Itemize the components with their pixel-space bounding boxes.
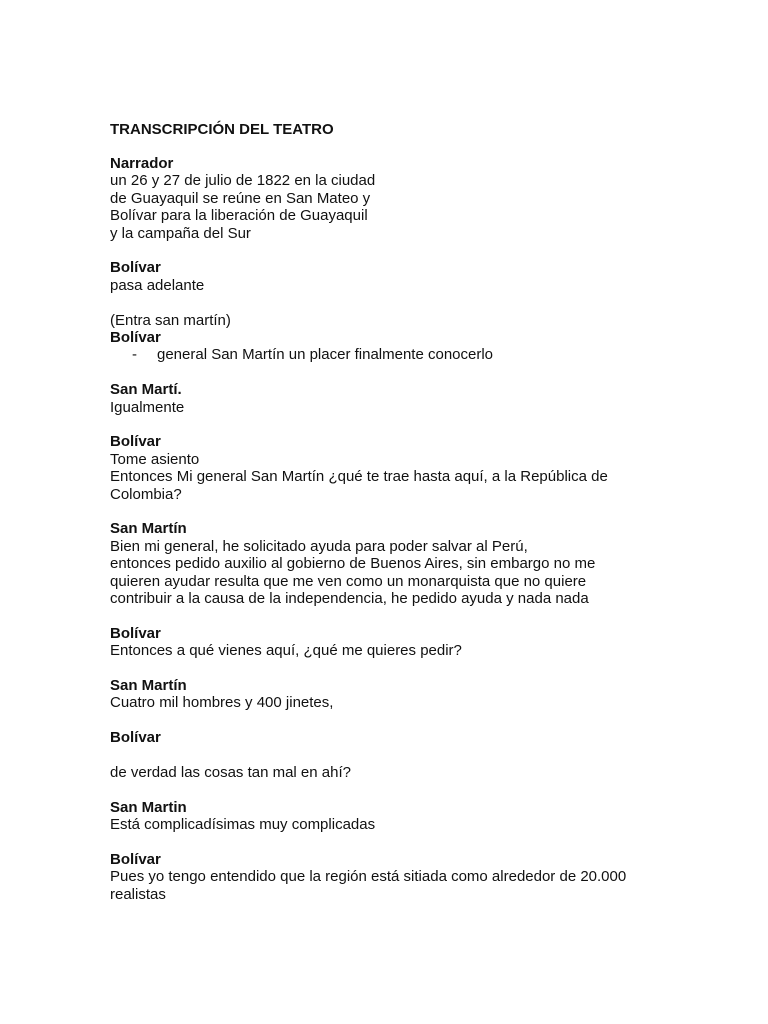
dialogue-line: de verdad las cosas tan mal en ahí? <box>110 764 351 782</box>
speaker-name: Bolívar <box>110 329 161 347</box>
dialogue-block <box>110 851 670 903</box>
dialogue-block <box>110 433 670 503</box>
dialogue-block-narrador <box>110 155 670 242</box>
stage-direction: (Entra san martín) <box>110 311 231 329</box>
speaker-name: Bolívar <box>110 433 161 451</box>
blank-line <box>110 747 670 764</box>
speaker-name: Bolívar <box>110 851 161 869</box>
dialogue-line: Pues yo tengo entendido que la región está sitiada como alrededor de 20.000 <box>110 868 627 886</box>
speaker-name: San Martí. <box>110 381 182 399</box>
speaker-name: Bolívar <box>110 259 161 277</box>
speaker-name: San Martín <box>110 520 187 538</box>
dialogue-block <box>110 520 670 607</box>
dialogue-block <box>110 381 670 416</box>
dialogue-line: un 26 y 27 de julio de 1822 en la ciudad <box>110 172 376 190</box>
dialogue-line: Entonces a qué vienes aquí, ¿qué me quieres pedir? <box>110 642 462 660</box>
dialogue-line: pasa adelante <box>110 276 205 294</box>
dialogue-block <box>110 799 670 834</box>
dialogue-line: Bolívar para la liberación de Guayaquil <box>110 207 368 225</box>
dialogue-line: realistas <box>110 885 166 903</box>
dialogue-block <box>110 729 670 781</box>
dialogue-line: Tome asiento <box>110 450 200 468</box>
dialogue-line: contribuir a la causa de la independencia, he pedido ayuda y nada nada <box>110 590 589 608</box>
speaker-name: Bolívar <box>110 729 161 747</box>
dialogue-block <box>110 312 670 364</box>
dialogue-line: de Guayaquil se reúne en San Mateo y <box>110 189 371 207</box>
speaker-name: Narrador <box>110 155 174 172</box>
speaker-name: Bolívar <box>110 624 161 642</box>
bullet-dash: - <box>132 346 137 364</box>
dialogue-line: Entonces Mi general San Martín ¿qué te trae hasta aquí, a la República de <box>110 468 608 486</box>
speaker-name: San Martín <box>110 677 187 695</box>
dialogue-line: Está complicadísimas muy complicadas <box>110 816 376 834</box>
speaker-name: San Martin <box>110 798 187 816</box>
dialogue-block <box>110 259 670 294</box>
dialogue-line: Bien mi general, he solicitado ayuda para poder salvar al Perú, <box>110 537 528 555</box>
transcript-body <box>110 121 670 921</box>
dialogue-line: y la campaña del Sur <box>110 224 251 242</box>
document-title: TRANSCRIPCIÓN DEL TEATRO <box>110 121 334 138</box>
dialogue-block <box>110 625 670 660</box>
bullet-item <box>110 346 670 363</box>
dialogue-line: Igualmente <box>110 398 185 416</box>
dialogue-block <box>110 677 670 712</box>
dialogue-line: quieren ayudar resulta que me ven como un monarquista que no quiere <box>110 572 587 590</box>
dialogue-line: general San Martín un placer finalmente conocerlo <box>157 346 494 364</box>
dialogue-line: entonces pedido auxilio al gobierno de Buenos Aires, sin embargo no me <box>110 555 596 573</box>
dialogue-line: Cuatro mil hombres y 400 jinetes, <box>110 694 334 712</box>
dialogue-line: Colombia? <box>110 485 182 503</box>
